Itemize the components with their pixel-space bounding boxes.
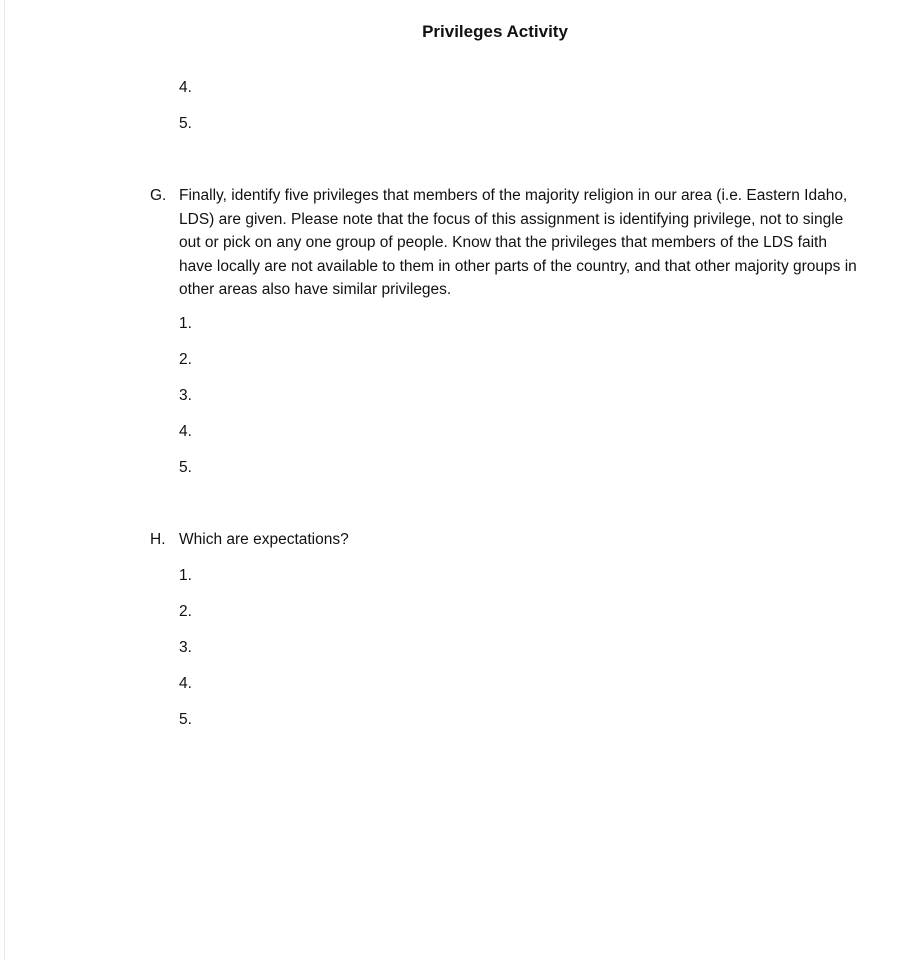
section-g-prompt: Finally, identify five privileges that members of the majority religion in our area (i.e. Eastern Idaho, LDS) are given. Please note that the focus of this assignment is identifying privilege, not to single out or pick on any one group of people. Know that the privileges that members of the LDS faith have locally are not available to them in other parts of the country, and that other majority groups in other areas also have similar privileges. — [179, 187, 857, 298]
list-item-number: 1. — [179, 315, 192, 332]
page-title: Privileges Activity — [422, 22, 568, 41]
list-item-number: 4. — [179, 79, 192, 96]
list-item-number: 4. — [179, 423, 192, 440]
list-item-number: 1. — [179, 567, 192, 584]
list-item-number: 2. — [179, 603, 192, 620]
list-item-number: 2. — [179, 351, 192, 368]
list-item-number: 5. — [179, 115, 192, 132]
section-h-letter: H. — [150, 531, 166, 548]
section-h-prompt: Which are expectations? — [179, 531, 349, 548]
page-edge — [4, 0, 5, 960]
list-item-number: 5. — [179, 459, 192, 476]
section-g-letter: G. — [150, 187, 167, 204]
list-item-number: 5. — [179, 711, 192, 728]
list-item-number: 4. — [179, 675, 192, 692]
list-item-number: 3. — [179, 639, 192, 656]
list-item-number: 3. — [179, 387, 192, 404]
